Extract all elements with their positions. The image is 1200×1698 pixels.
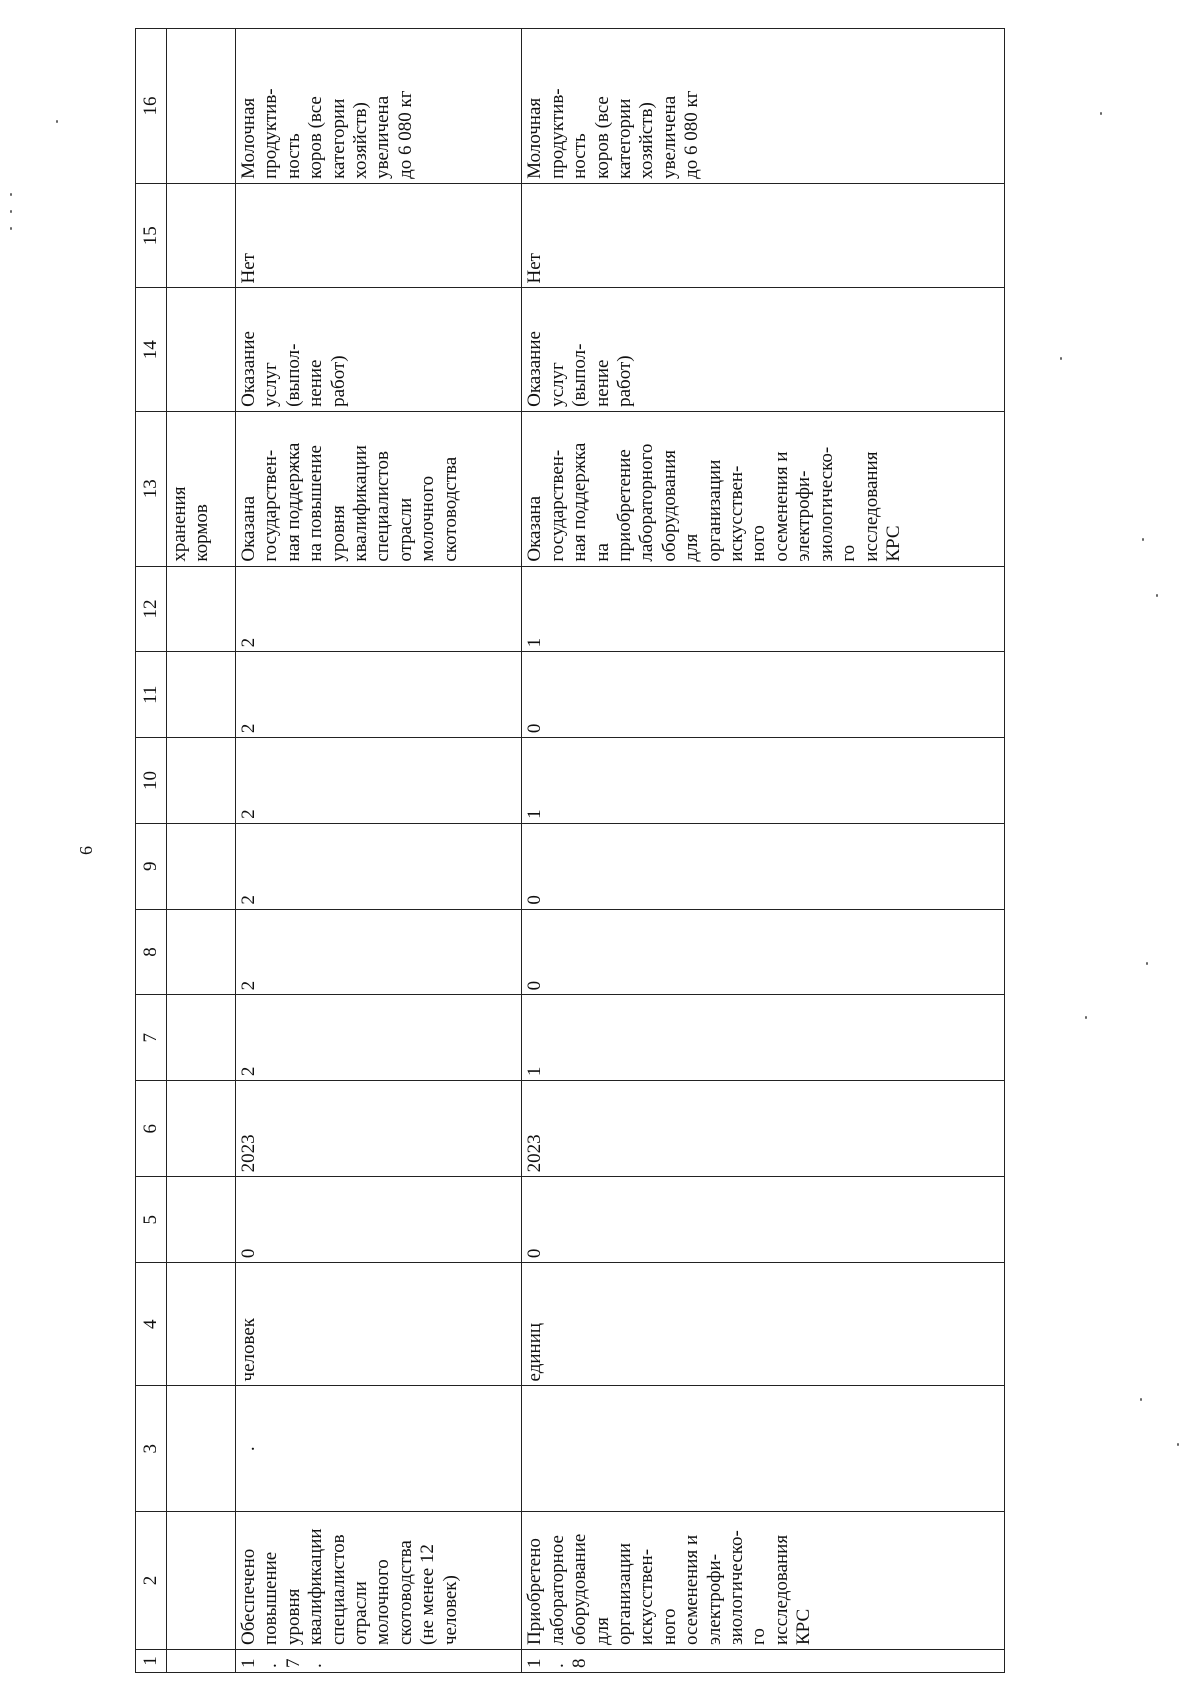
cell-col7: 1 <box>522 995 1005 1081</box>
scan-speck <box>56 120 58 123</box>
scan-speck <box>1146 962 1148 965</box>
header-cell: 14 <box>136 288 167 411</box>
continuation-cell <box>167 288 236 411</box>
cell-col3: . <box>236 1386 522 1511</box>
cell-col15: Нет <box>522 183 1005 288</box>
cell-col16: Молочная продуктив- ность коров (все категории хозяйств) увеличена до 6 080 кг <box>522 29 1005 184</box>
cell-col5: 0 <box>522 1177 1005 1263</box>
unit: единиц <box>522 1263 1005 1386</box>
header-cell: 4 <box>136 1263 167 1386</box>
header-cell: 1 <box>136 1650 167 1673</box>
cell-col14: Оказание услуг (выпол- нение работ) <box>522 288 1005 411</box>
header-cell: 7 <box>136 995 167 1081</box>
scan-speck <box>10 227 12 230</box>
cell-col7: 2 <box>236 995 522 1081</box>
scan-speck <box>1060 357 1062 360</box>
header-cell: 11 <box>136 652 167 738</box>
continuation-cell <box>167 1511 236 1649</box>
header-cell: 2 <box>136 1511 167 1649</box>
header-cell: 15 <box>136 183 167 288</box>
cell-col11: 2 <box>236 652 522 738</box>
row-number: 1.8 <box>522 1650 1005 1673</box>
cell-col8: 2 <box>236 909 522 995</box>
header-cell: 6 <box>136 1081 167 1177</box>
cell-col6: 2023 <box>522 1081 1005 1177</box>
cell-col14: Оказание услуг (выпол- нение работ) <box>236 288 522 411</box>
cell-col11: 0 <box>522 652 1005 738</box>
scan-speck <box>10 193 12 196</box>
header-cell: 8 <box>136 909 167 995</box>
page-number: 6 <box>76 846 96 855</box>
continuation-text-col13: хранения кормов <box>167 411 236 566</box>
cell-col6: 2023 <box>236 1081 522 1177</box>
indicators-table <box>135 28 1005 1673</box>
cell-col10: 2 <box>236 738 522 824</box>
cell-col5: 0 <box>236 1177 522 1263</box>
cell-col12: 2 <box>236 566 522 652</box>
scan-speck <box>1177 1443 1179 1446</box>
continuation-cell <box>167 29 236 184</box>
continuation-cell <box>167 183 236 288</box>
continuation-cell <box>167 652 236 738</box>
continuation-cell <box>167 1081 236 1177</box>
header-cell: 12 <box>136 566 167 652</box>
cell-col8: 0 <box>522 909 1005 995</box>
rotated-table-wrapper <box>135 28 1005 1673</box>
continuation-cell <box>167 1263 236 1386</box>
table-row <box>236 29 522 1673</box>
cell-col16: Молочная продуктив- ность коров (все категории хозяйств) увеличена до 6 080 кг <box>236 29 522 184</box>
cell-col9: 0 <box>522 823 1005 909</box>
header-cell: 10 <box>136 738 167 824</box>
header-cell: 13 <box>136 411 167 566</box>
cell-col12: 1 <box>522 566 1005 652</box>
continuation-cell <box>167 566 236 652</box>
continuation-cell <box>167 1650 236 1673</box>
cell-col13: Оказана государствен- ная поддержка на повышение уровня квалификации специалистов отрасли молочного скотоводства <box>236 411 522 566</box>
unit: человек <box>236 1263 522 1386</box>
continuation-cell <box>167 823 236 909</box>
continuation-cell <box>167 995 236 1081</box>
header-cell: 5 <box>136 1177 167 1263</box>
scan-speck <box>1100 112 1102 115</box>
header-cell: 9 <box>136 823 167 909</box>
row-number: 1.7. <box>236 1650 522 1673</box>
header-cell: 3 <box>136 1386 167 1511</box>
cell-col3 <box>522 1386 1005 1511</box>
continuation-cell <box>167 1177 236 1263</box>
cell-col10: 1 <box>522 738 1005 824</box>
scan-speck <box>10 210 12 213</box>
table-row <box>522 29 1005 1673</box>
continuation-row <box>167 29 236 1673</box>
header-row <box>136 29 167 1673</box>
cell-col9: 2 <box>236 823 522 909</box>
result-name: Приобретено лабораторное оборудование для организации искусствен- ного осеменения и электрофи- зиологическо- го исследования КРС <box>522 1511 1005 1649</box>
cell-col15: Нет <box>236 183 522 288</box>
scan-speck <box>1156 594 1158 597</box>
scan-speck <box>1085 1016 1087 1019</box>
continuation-cell <box>167 1386 236 1511</box>
header-cell: 16 <box>136 29 167 184</box>
cell-col13: Оказана государствен- ная поддержка на приобретение лабораторного оборудования для организации искусствен- ного осеменения и электрофи- зиологическо- го исследования КРС <box>522 411 1005 566</box>
result-name: Обеспечено повышение уровня квалификации специалистов отрасли молочного скотоводства (не менее 12 человек) <box>236 1511 522 1649</box>
continuation-cell <box>167 909 236 995</box>
continuation-cell <box>167 738 236 824</box>
scan-speck <box>1140 1398 1142 1401</box>
scan-speck <box>1142 538 1144 541</box>
